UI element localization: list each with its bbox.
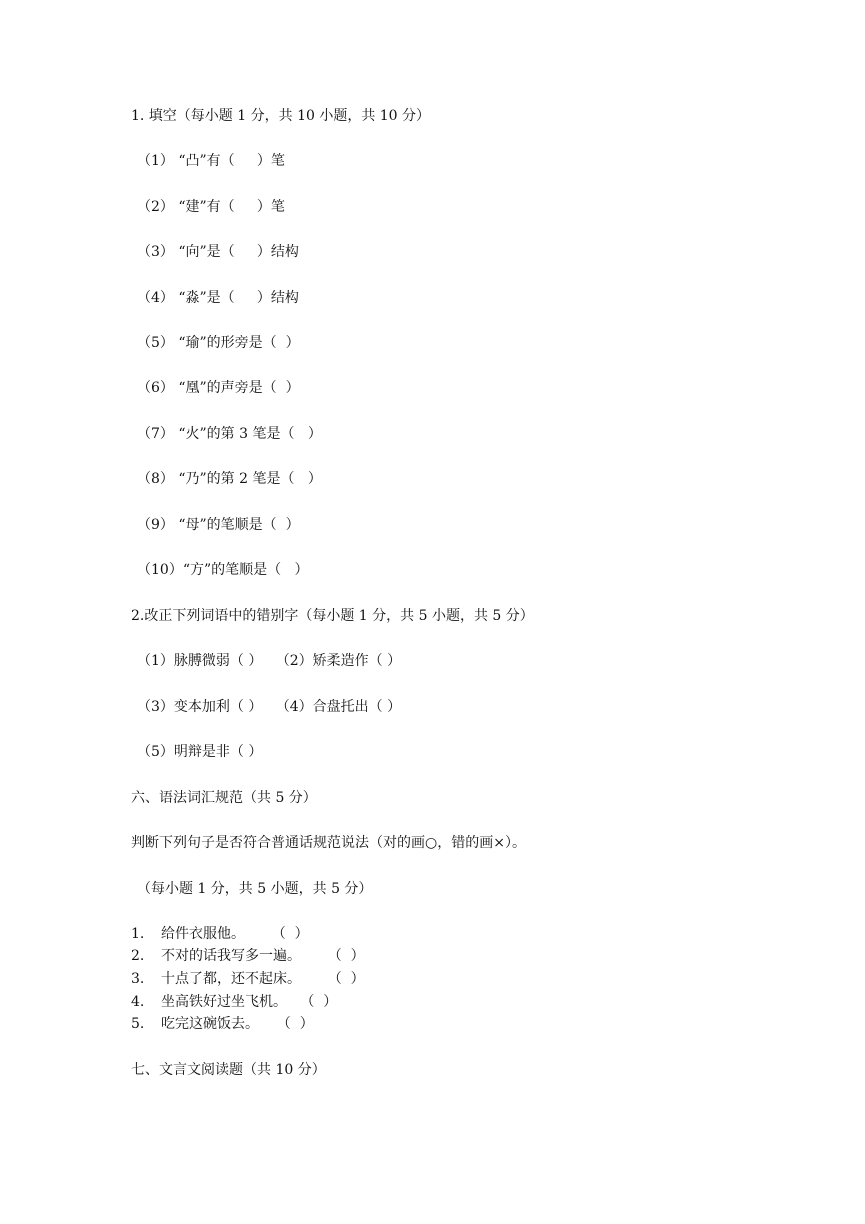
list-item [131, 1015, 314, 1033]
list-text: 不对的话我写多一遍。 （ ） [161, 948, 365, 964]
list-text: 坐高铁好过坐飞机。 （ ） [161, 994, 338, 1010]
q1-item-3: （3） “向”是（ ）结构 [137, 244, 299, 260]
section6-title: 六、语法词汇规范（共 5 分） [131, 790, 317, 806]
list-number: 2. [131, 948, 145, 964]
section7-title: 七、文言文阅读题（共 10 分） [131, 1062, 326, 1078]
list-item [131, 947, 365, 965]
list-number: 5. [131, 1016, 145, 1032]
q2-row-1: （1）脉膊微弱（ ） （2）矫柔造作（ ） [137, 653, 402, 669]
list-text: 十点了都，还不起床。 （ ） [161, 971, 365, 987]
q1-item-4: （4） “淼”是（ ）结构 [137, 290, 299, 306]
q1-item-1: （1） “凸”有（ ）笔 [137, 153, 285, 169]
q1-item-5: （5） “瑜”的形旁是（ ） [137, 335, 300, 351]
q1-item-6: （6） “凰”的声旁是（ ） [137, 380, 300, 396]
list-text: 吃完这碗饭去。 （ ） [161, 1016, 314, 1032]
q1-item-7: （7） “火”的第 3 笔是（ ） [137, 426, 322, 442]
q2-row-2: （3）变本加利（ ） （4）合盘托出（ ） [137, 699, 402, 715]
list-number: 4. [131, 994, 145, 1010]
q1-item-10: （10）“方”的笔顺是（ ） [137, 562, 309, 578]
q2-title: 2.改正下列词语中的错别字（每小题 1 分，共 5 小题，共 5 分） [131, 608, 534, 624]
section6-score-note: （每小题 1 分，共 5 小题，共 5 分） [137, 881, 373, 897]
list-number: 1. [131, 926, 145, 942]
list-item [131, 970, 365, 988]
list-text: 给件衣服他。 （ ） [161, 926, 309, 942]
q1-item-2: （2） “建”有（ ）笔 [137, 199, 285, 215]
q1-item-9: （9） “母”的笔顺是（ ） [137, 517, 300, 533]
list-number: 3. [131, 971, 145, 987]
q1-item-8: （8） “乃”的第 2 笔是（ ） [137, 471, 322, 487]
list-item [131, 993, 337, 1011]
section6-instruction: 判断下列句子是否符合普通话规范说法（对的画○，错的画×）。 [131, 835, 526, 851]
list-item [131, 925, 309, 943]
q2-row-3: （5）明辩是非（ ） [137, 744, 263, 760]
q1-title: 1. 填空（每小题 1 分，共 10 小题，共 10 分） [131, 108, 431, 124]
